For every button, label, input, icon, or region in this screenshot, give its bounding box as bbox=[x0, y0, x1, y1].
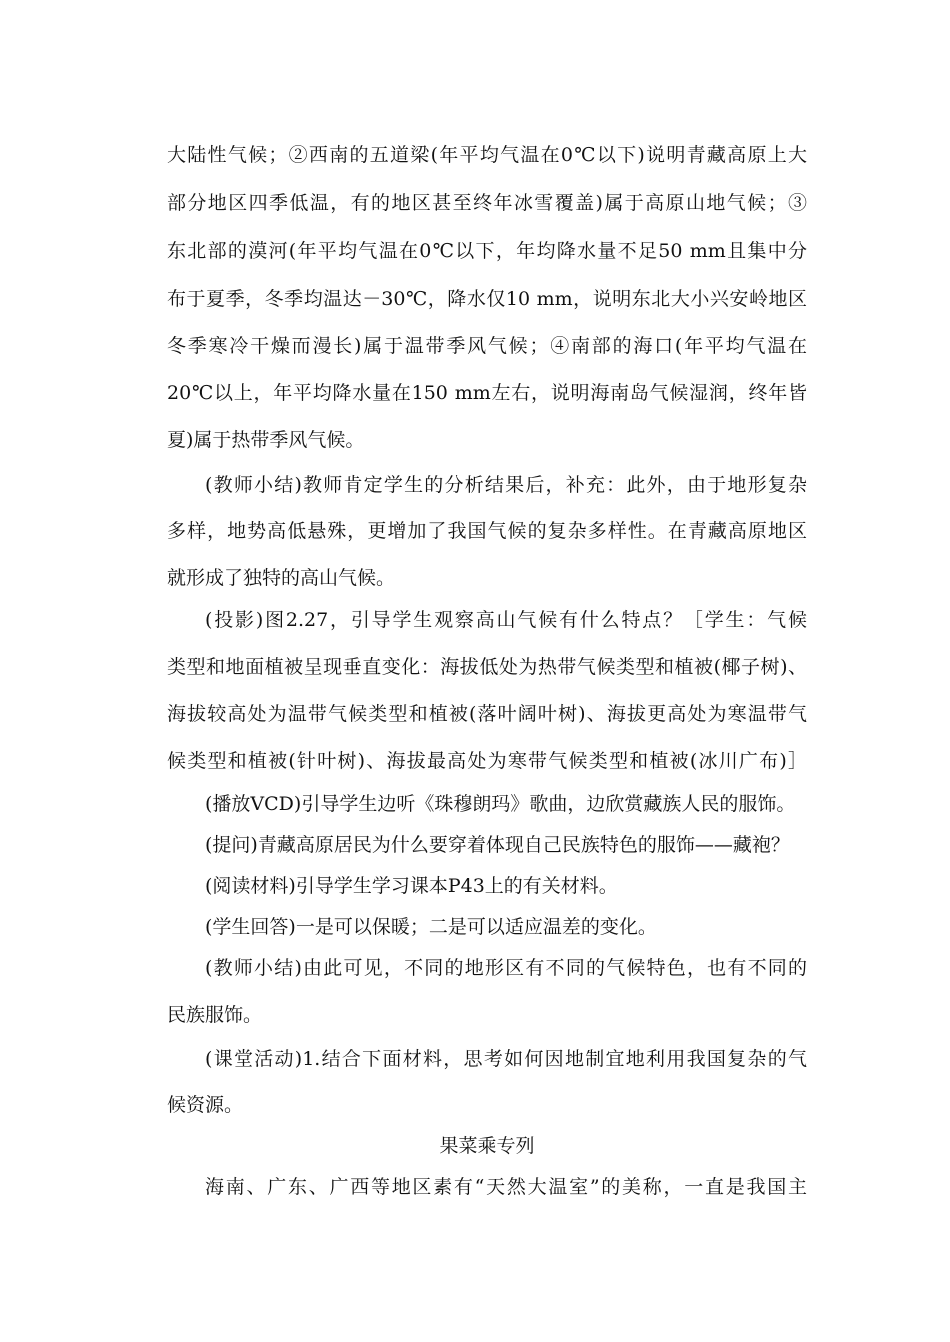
text-line: 布于夏季，冬季均温达－30℃，降水仅10 mm，说明东北大小兴安岭地区 bbox=[167, 288, 807, 310]
text-line: 类型和地面植被呈现垂直变化：海拔低处为热带气候类型和植被(椰子树)、 bbox=[167, 656, 807, 678]
text-line: 大陆性气候；②西南的五道梁(年平均气温在0℃以下)说明青藏高原上大 bbox=[167, 144, 807, 166]
text-line: 候类型和植被(针叶树)、海拔最高处为寒带气候类型和植被(冰川广布)］ bbox=[167, 750, 807, 772]
text-line: 20℃以上，年平均降水量在150 mm左右，说明海南岛气候湿润，终年皆 bbox=[167, 382, 807, 404]
text-line: 海拔较高处为温带气候类型和植被(落叶阔叶树)、海拔更高处为寒温带气 bbox=[167, 703, 807, 725]
text-line: (投影)图2.27，引导学生观察高山气候有什么特点？［学生：气候 bbox=[205, 609, 807, 631]
section-heading: 果菜乘专列 bbox=[439, 1135, 535, 1157]
text-line: 民族服饰。 bbox=[167, 1004, 263, 1026]
text-line: 东北部的漠河(年平均气温在0℃以下，年均降水量不足50 mm且集中分 bbox=[167, 240, 807, 262]
text-line: 多样，地势高低悬殊，更增加了我国气候的复杂多样性。在青藏高原地区 bbox=[167, 520, 807, 542]
text-line: 候资源。 bbox=[167, 1094, 244, 1116]
text-line: 就形成了独特的高山气候。 bbox=[167, 567, 396, 589]
text-line: (学生回答)一是可以保暖；二是可以适应温差的变化。 bbox=[205, 916, 657, 938]
text-line: 冬季寒冷干燥而漫长)属于温带季风气候；④南部的海口(年平均气温在 bbox=[167, 335, 807, 357]
text-line: (教师小结)教师肯定学生的分析结果后，补充：此外，由于地形复杂 bbox=[205, 474, 807, 496]
text-line: 夏)属于热带季风气候。 bbox=[167, 429, 365, 451]
text-line: (提问)青藏高原居民为什么要穿着体现自己民族特色的服饰——藏袍？ bbox=[205, 834, 790, 856]
text-line: (教师小结)由此可见，不同的地形区有不同的气候特色，也有不同的 bbox=[205, 957, 807, 979]
text-line: (阅读材料)引导学生学习课本P43上的有关材料。 bbox=[205, 875, 618, 897]
text-line: 海南、广东、广西等地区素有“天然大温室”的美称，一直是我国主 bbox=[205, 1176, 807, 1198]
text-line: (课堂活动)1.结合下面材料，思考如何因地制宜地利用我国复杂的气 bbox=[205, 1048, 807, 1070]
text-line: 部分地区四季低温，有的地区甚至终年冰雪覆盖)属于高原山地气候；③ bbox=[167, 192, 807, 214]
text-line: (播放VCD)引导学生边听《珠穆朗玛》歌曲，边欣赏藏族人民的服饰。 bbox=[205, 793, 796, 815]
